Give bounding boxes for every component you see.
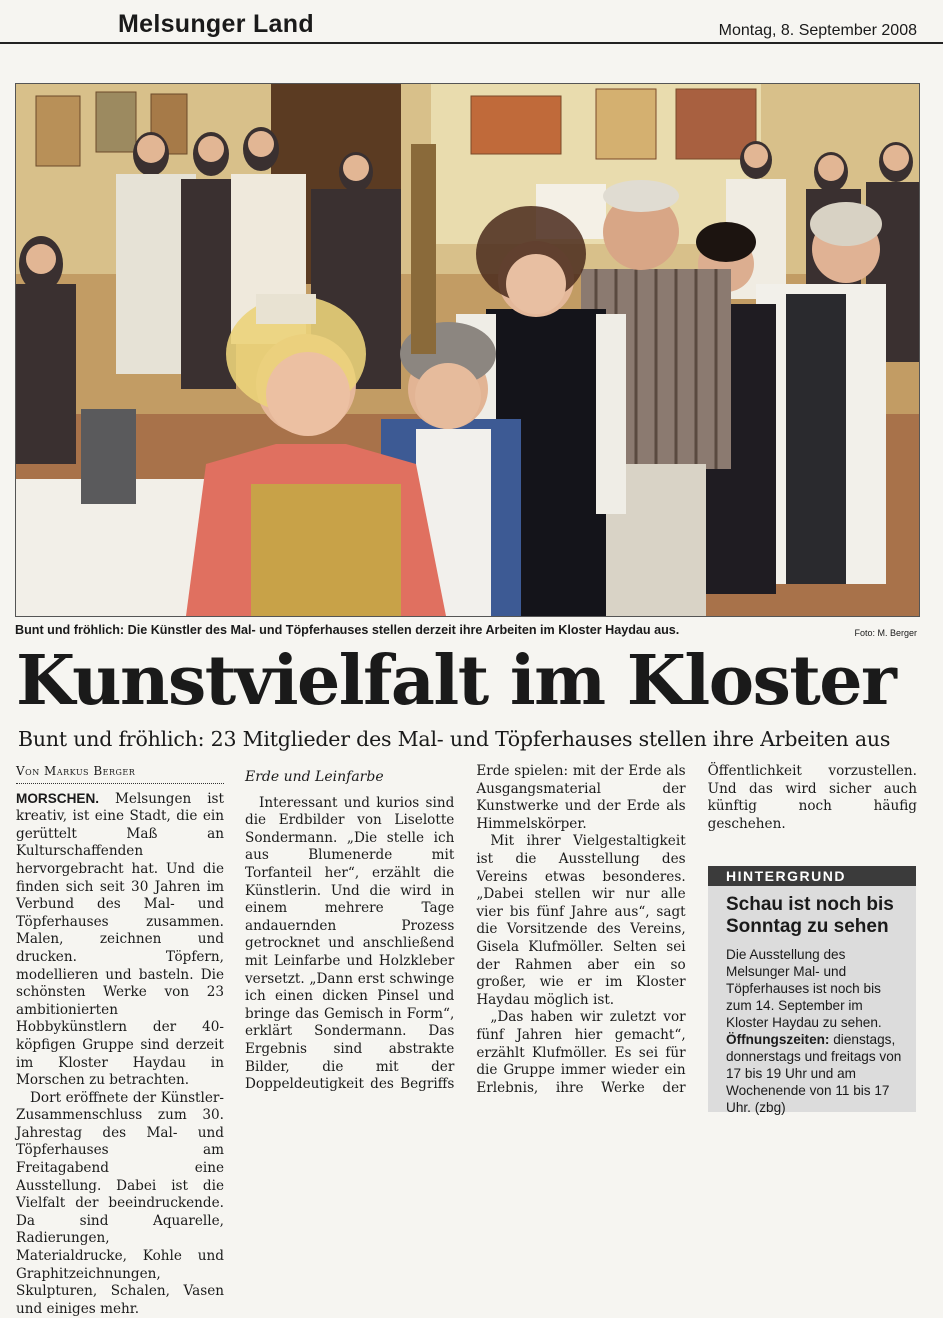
article-flow [245,763,917,1103]
box-hours-text: dienstags, donnerstags und freitags von 17 bis 19 Uhr und am Wochenende von 11 bis 17 Uhr. (zbg) [726,1032,902,1115]
section-title: Melsunger Land [118,10,314,38]
column-1 [16,763,224,1318]
issue-date: Montag, 8. September 2008 [718,22,917,39]
dateline: MORSCHEN. [16,790,100,806]
group-photo [15,83,920,617]
paragraph-5: „Das haben wir zuletzt vor fünf Jahren hier gemacht“, erzählt Klufmöller. Es sei für die Gruppe immer wieder ein Erlebnis, ihre Werke der Öffentlichkeit vorzustellen. Und das wird sicher auch künftig noch häufig geschehen. [476,763,917,1096]
paragraph-1 [16,790,224,1090]
box-title: Schau ist noch bis Sonntag zu sehen [726,894,894,937]
header-rule [0,42,943,44]
subheadline: Bunt und fröhlich: 23 Mitglieder des Mal- und Töpferhauses stellen ihre Arbeiten aus [18,727,891,751]
byline: Von Markus Berger [16,763,224,784]
photo-credit: Foto: M. Berger [854,628,917,638]
headline: Kunstvielfalt im Kloster [16,641,896,721]
paragraph-2: Dort eröffnete der Künstler-Zusammenschluss zum 30. Jahrestag des Mal- und Töpferhauses am Freitagabend eine Ausstellung. Dabei ist die Vielfalt der beeindruckende. Da sind Aquarelle, Radierungen, Materialdrucke, Kohle und Graphitzeichnungen, Skulpturen, Schalen, Vasen und einiges mehr. [16,1089,224,1317]
box-hours-label: Öffnungszeiten: [726,1032,830,1047]
paragraph-1-text: Melsungen ist kreativ, ist eine Stadt, die ein gerüttelt Maß an Kulturschaffenden hervorgebracht hat. Und die finden sich seit 30 Jahren im Verbund des Mal- und Töpferhauses zusammen. Malen, zeichnen und drucken. Töpfern, modellieren und basteln. Die schönsten Werke von 23 ambitionierten Hobbykünstlern der 40-köpfigen Gruppe sind derzeit im Kloster Haydau in Morschen zu betrachten. [16,790,224,1089]
subtitle: Erde und Leinfarbe [245,769,384,785]
paragraph-4: Mit ihrer Vielgestaltigkeit ist die Ausstellung des Vereins etwas besonderes. „Dabei stellen wir nur alle vier bis fünf Jahre aus“, sagt die Vorsitzende des Vereins, Gisela Klufmöller. Selten sei der Rahmen aber ein so großer, wie er im Kloster Haydau möglich ist. [476,833,686,1008]
photo-caption: Bunt und fröhlich: Die Künstler des Mal- und Töpferhauses stellen derzeit ihre Arbeiten im Kloster Haydau aus. [15,623,680,637]
paragraph-3: Interessant und kurios sind die Erdbilder von Liselotte Sondermann. „Die stelle ich aus Blumenerde mit Torfanteil her“, erzählt die Künstlerin. Und die wird in einem mehrere Tage andauernden Prozess getrocknet und anschließend mit Leinfarbe und Holzkleber versetzt. „Dann erst schwinge ich einen dicken Pinsel und bringe das Gemisch in Form“, erklärt Sondermann. Das Ergebnis sind abstrakte Bilder, die mit der Doppeldeutigkeit des Begriffs Erde spielen: mit der Erde als Ausgangsmaterial der Kunstwerke und der Erde als Himmelskörper. [245,763,686,1093]
box-tag: HINTERGRUND [708,866,916,886]
box-body-text: Die Ausstellung des Melsunger Mal- und Töpferhauses ist noch bis zum 14. September im Kloster Haydau zu sehen. [726,947,882,1030]
